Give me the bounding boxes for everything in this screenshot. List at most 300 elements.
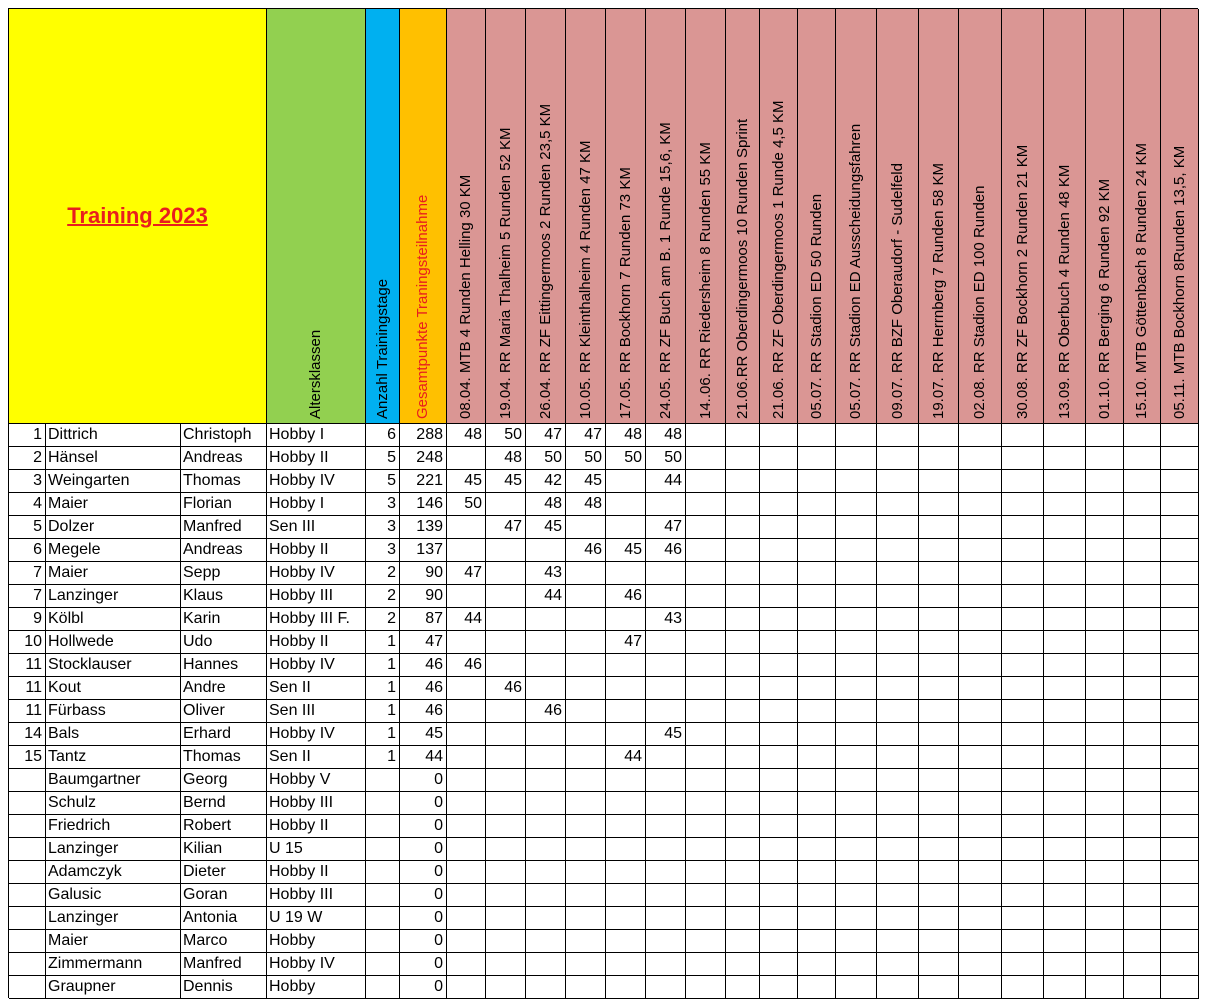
- cell-score: [1161, 585, 1199, 608]
- cell-score: [686, 861, 726, 884]
- cell-score: [566, 608, 606, 631]
- cell-score: [1086, 792, 1124, 815]
- cell-score: [526, 930, 566, 953]
- cell-name: Bals: [46, 723, 181, 746]
- cell-score: [1044, 769, 1086, 792]
- cell-name: Dolzer: [46, 516, 181, 539]
- anzahl-trainingstage-header-label: Anzahl Trainingstage: [373, 278, 391, 419]
- cell-score: [1002, 746, 1044, 769]
- cell-rank: [9, 815, 46, 838]
- cell-first: Manfred: [181, 953, 267, 976]
- cell-score: [646, 631, 686, 654]
- cell-score: [646, 907, 686, 930]
- cell-score: [1002, 447, 1044, 470]
- cell-score: [798, 746, 836, 769]
- cell-score: [726, 723, 760, 746]
- cell-score: [919, 539, 959, 562]
- cell-score: [606, 907, 646, 930]
- cell-score: [760, 424, 798, 447]
- cell-score: [1086, 539, 1124, 562]
- cell-first: Dennis: [181, 976, 267, 999]
- cell-score: [836, 769, 877, 792]
- cell-score: [447, 585, 486, 608]
- cell-score: [606, 792, 646, 815]
- cell-score: [1044, 424, 1086, 447]
- cell-score: [959, 470, 1002, 493]
- cell-score: [606, 516, 646, 539]
- cell-score: [1124, 792, 1161, 815]
- cell-days: 1: [366, 654, 400, 677]
- cell-score: [726, 815, 760, 838]
- cell-score: [486, 631, 526, 654]
- cell-score: [1124, 447, 1161, 470]
- cell-score: [686, 930, 726, 953]
- cell-score: [1124, 907, 1161, 930]
- cell-score: [798, 493, 836, 516]
- cell-score: 45: [447, 470, 486, 493]
- cell-score: [726, 470, 760, 493]
- cell-score: [606, 654, 646, 677]
- cell-score: [1002, 769, 1044, 792]
- cell-days: [366, 815, 400, 838]
- cell-rank: 1: [9, 424, 46, 447]
- cell-score: [566, 516, 606, 539]
- cell-class: Hobby III: [267, 884, 366, 907]
- cell-score: [798, 838, 836, 861]
- cell-score: [1044, 447, 1086, 470]
- cell-score: [606, 562, 646, 585]
- cell-score: [1161, 976, 1199, 999]
- cell-score: [566, 723, 606, 746]
- cell-score: [919, 976, 959, 999]
- cell-score: [486, 562, 526, 585]
- cell-days: 3: [366, 493, 400, 516]
- cell-score: [526, 769, 566, 792]
- cell-score: [726, 769, 760, 792]
- cell-score: [686, 585, 726, 608]
- cell-name: Lanzinger: [46, 907, 181, 930]
- cell-total: 46: [400, 654, 447, 677]
- cell-score: [726, 976, 760, 999]
- cell-first: Erhard: [181, 723, 267, 746]
- cell-score: [726, 838, 760, 861]
- cell-score: [836, 608, 877, 631]
- cell-score: [877, 815, 919, 838]
- cell-score: 48: [646, 424, 686, 447]
- cell-score: [646, 884, 686, 907]
- cell-score: [877, 493, 919, 516]
- cell-score: [606, 493, 646, 516]
- cell-score: [1124, 884, 1161, 907]
- cell-score: [1002, 838, 1044, 861]
- cell-days: [366, 976, 400, 999]
- cell-score: [877, 861, 919, 884]
- cell-days: 2: [366, 608, 400, 631]
- cell-name: Friedrich: [46, 815, 181, 838]
- cell-score: [1086, 884, 1124, 907]
- cell-score: [1124, 700, 1161, 723]
- cell-score: [447, 861, 486, 884]
- cell-score: [959, 700, 1002, 723]
- cell-class: Hobby I: [267, 424, 366, 447]
- cell-score: [1161, 493, 1199, 516]
- cell-score: [1086, 493, 1124, 516]
- cell-score: [919, 815, 959, 838]
- cell-name: Schulz: [46, 792, 181, 815]
- cell-score: [1002, 608, 1044, 631]
- cell-score: 48: [486, 447, 526, 470]
- cell-score: [836, 516, 877, 539]
- cell-rank: 11: [9, 700, 46, 723]
- cell-score: [566, 907, 606, 930]
- cell-score: [486, 930, 526, 953]
- cell-score: 47: [606, 631, 646, 654]
- cell-score: [566, 884, 606, 907]
- cell-score: [760, 677, 798, 700]
- cell-score: [1086, 677, 1124, 700]
- cell-class: Sen II: [267, 677, 366, 700]
- cell-score: [836, 424, 877, 447]
- cell-score: [646, 792, 686, 815]
- cell-days: [366, 838, 400, 861]
- cell-score: [486, 976, 526, 999]
- cell-score: [1161, 815, 1199, 838]
- cell-score: [919, 861, 959, 884]
- cell-rank: 6: [9, 539, 46, 562]
- cell-score: [686, 884, 726, 907]
- cell-first: Oliver: [181, 700, 267, 723]
- cell-score: [447, 953, 486, 976]
- cell-score: [877, 677, 919, 700]
- cell-score: [1086, 769, 1124, 792]
- event-10-header-label: 05.07. RR Stadion ED 50 Runden: [807, 193, 825, 419]
- gesamtpunkte-header-label: Gesamtpunkte Traningsteilnahme: [414, 194, 431, 419]
- cell-score: [566, 562, 606, 585]
- cell-score: [606, 976, 646, 999]
- cell-score: [798, 792, 836, 815]
- cell-name: Hänsel: [46, 447, 181, 470]
- cell-rank: [9, 884, 46, 907]
- cell-score: [877, 608, 919, 631]
- cell-score: [919, 562, 959, 585]
- cell-name: Kout: [46, 677, 181, 700]
- cell-first: Dieter: [181, 861, 267, 884]
- cell-score: [1124, 769, 1161, 792]
- cell-score: [566, 792, 606, 815]
- cell-score: [646, 493, 686, 516]
- altersklassen-header: [267, 9, 366, 424]
- cell-score: [447, 769, 486, 792]
- cell-score: [798, 631, 836, 654]
- event-10-header: [798, 9, 836, 424]
- cell-score: [526, 631, 566, 654]
- cell-score: [1124, 723, 1161, 746]
- cell-score: 48: [566, 493, 606, 516]
- cell-score: [566, 654, 606, 677]
- cell-score: 48: [606, 424, 646, 447]
- cell-score: [526, 654, 566, 677]
- cell-score: [1161, 884, 1199, 907]
- cell-score: [1044, 838, 1086, 861]
- cell-days: 3: [366, 539, 400, 562]
- event-19-header: [1161, 9, 1199, 424]
- cell-score: [798, 861, 836, 884]
- cell-score: [836, 677, 877, 700]
- cell-class: Hobby III F.: [267, 608, 366, 631]
- cell-score: [877, 746, 919, 769]
- cell-score: [686, 792, 726, 815]
- cell-score: 43: [526, 562, 566, 585]
- cell-class: Hobby III: [267, 585, 366, 608]
- cell-score: [486, 700, 526, 723]
- cell-class: Sen III: [267, 516, 366, 539]
- cell-score: [526, 976, 566, 999]
- cell-score: [877, 930, 919, 953]
- gesamtpunkte-header: [400, 9, 447, 424]
- event-8-header-label: 21.06.RR Oberdingermoos 10 Runden Sprint: [733, 118, 751, 419]
- cell-score: [959, 539, 1002, 562]
- cell-score: [959, 953, 1002, 976]
- cell-score: [1124, 976, 1161, 999]
- cell-score: [646, 585, 686, 608]
- cell-score: [726, 608, 760, 631]
- cell-days: 1: [366, 677, 400, 700]
- cell-score: [798, 608, 836, 631]
- cell-score: [686, 723, 726, 746]
- cell-score: [1086, 861, 1124, 884]
- cell-score: [1044, 493, 1086, 516]
- cell-score: [798, 700, 836, 723]
- cell-name: Graupner: [46, 976, 181, 999]
- cell-total: 47: [400, 631, 447, 654]
- cell-score: [760, 769, 798, 792]
- cell-score: [836, 654, 877, 677]
- cell-score: [919, 953, 959, 976]
- cell-days: [366, 861, 400, 884]
- cell-score: [447, 815, 486, 838]
- page-title: Training 2023: [67, 203, 208, 228]
- cell-score: [877, 470, 919, 493]
- cell-score: [686, 631, 726, 654]
- cell-rank: 15: [9, 746, 46, 769]
- cell-score: [798, 677, 836, 700]
- cell-score: [798, 769, 836, 792]
- cell-score: [919, 677, 959, 700]
- cell-score: [486, 838, 526, 861]
- cell-first: Andreas: [181, 447, 267, 470]
- cell-score: [919, 470, 959, 493]
- cell-score: [1124, 861, 1161, 884]
- cell-score: [919, 884, 959, 907]
- cell-class: Hobby: [267, 976, 366, 999]
- cell-score: [760, 539, 798, 562]
- cell-score: [877, 585, 919, 608]
- cell-score: [1086, 631, 1124, 654]
- cell-total: 139: [400, 516, 447, 539]
- cell-first: Robert: [181, 815, 267, 838]
- cell-score: [606, 884, 646, 907]
- cell-name: Stocklauser: [46, 654, 181, 677]
- page-title-wrap: [9, 9, 266, 423]
- cell-rank: [9, 838, 46, 861]
- cell-score: [447, 631, 486, 654]
- cell-total: 248: [400, 447, 447, 470]
- cell-score: [760, 976, 798, 999]
- cell-first: Kilian: [181, 838, 267, 861]
- cell-rank: [9, 976, 46, 999]
- cell-score: [760, 562, 798, 585]
- cell-rank: [9, 861, 46, 884]
- cell-score: [1002, 700, 1044, 723]
- cell-score: [1002, 562, 1044, 585]
- cell-score: [486, 585, 526, 608]
- cell-score: [1086, 838, 1124, 861]
- cell-score: [959, 930, 1002, 953]
- cell-score: [486, 493, 526, 516]
- cell-name: Maier: [46, 562, 181, 585]
- cell-score: [919, 930, 959, 953]
- cell-score: [798, 470, 836, 493]
- cell-score: 46: [447, 654, 486, 677]
- cell-score: [1086, 700, 1124, 723]
- cell-days: 3: [366, 516, 400, 539]
- cell-score: [1086, 907, 1124, 930]
- cell-score: [1044, 930, 1086, 953]
- cell-score: [877, 539, 919, 562]
- cell-rank: [9, 907, 46, 930]
- cell-score: [1161, 516, 1199, 539]
- cell-score: [726, 700, 760, 723]
- cell-score: 44: [526, 585, 566, 608]
- cell-score: [566, 769, 606, 792]
- cell-score: 47: [646, 516, 686, 539]
- cell-score: [686, 700, 726, 723]
- cell-score: [686, 539, 726, 562]
- cell-class: Hobby IV: [267, 654, 366, 677]
- cell-score: [1002, 539, 1044, 562]
- cell-score: [686, 493, 726, 516]
- cell-score: [447, 723, 486, 746]
- cell-name: Adamczyk: [46, 861, 181, 884]
- cell-score: [526, 677, 566, 700]
- cell-score: [1124, 631, 1161, 654]
- event-15-header: [1002, 9, 1044, 424]
- cell-score: [798, 562, 836, 585]
- cell-days: 1: [366, 746, 400, 769]
- cell-name: Megele: [46, 539, 181, 562]
- cell-score: [606, 677, 646, 700]
- cell-score: [486, 953, 526, 976]
- event-17-header-label: 01.10. RR Berging 6 Runden 92 KM: [1095, 178, 1113, 419]
- cell-total: 0: [400, 907, 447, 930]
- cell-name: Baumgartner: [46, 769, 181, 792]
- cell-score: 45: [646, 723, 686, 746]
- cell-score: 50: [447, 493, 486, 516]
- cell-score: [919, 608, 959, 631]
- cell-score: [836, 884, 877, 907]
- cell-days: 5: [366, 470, 400, 493]
- cell-score: [566, 677, 606, 700]
- cell-score: [726, 585, 760, 608]
- cell-score: [1002, 861, 1044, 884]
- cell-score: 47: [566, 424, 606, 447]
- cell-days: [366, 930, 400, 953]
- cell-score: [686, 769, 726, 792]
- event-3-header: [526, 9, 566, 424]
- cell-score: [646, 838, 686, 861]
- cell-total: 46: [400, 677, 447, 700]
- cell-score: [919, 654, 959, 677]
- cell-total: 221: [400, 470, 447, 493]
- cell-score: [606, 815, 646, 838]
- event-2-header: [486, 9, 526, 424]
- cell-score: [1002, 631, 1044, 654]
- cell-score: [836, 930, 877, 953]
- cell-total: 87: [400, 608, 447, 631]
- cell-score: [1161, 654, 1199, 677]
- cell-score: [1124, 654, 1161, 677]
- cell-score: [1002, 516, 1044, 539]
- cell-score: [1086, 815, 1124, 838]
- cell-score: [919, 723, 959, 746]
- event-1-header: [447, 9, 486, 424]
- cell-score: [726, 861, 760, 884]
- cell-total: 0: [400, 884, 447, 907]
- cell-score: [1086, 953, 1124, 976]
- anzahl-trainingstage-header: [366, 9, 400, 424]
- cell-score: [798, 723, 836, 746]
- cell-score: 47: [486, 516, 526, 539]
- cell-class: Hobby IV: [267, 953, 366, 976]
- cell-score: [959, 723, 1002, 746]
- cell-score: [760, 516, 798, 539]
- cell-score: [877, 562, 919, 585]
- cell-score: [1161, 700, 1199, 723]
- cell-score: [877, 907, 919, 930]
- cell-class: Hobby IV: [267, 723, 366, 746]
- event-9-header: [760, 9, 798, 424]
- cell-first: Christoph: [181, 424, 267, 447]
- cell-name: Kölbl: [46, 608, 181, 631]
- cell-score: [1002, 792, 1044, 815]
- cell-score: [566, 861, 606, 884]
- cell-score: [959, 585, 1002, 608]
- cell-score: [836, 700, 877, 723]
- cell-score: [836, 470, 877, 493]
- cell-score: [877, 631, 919, 654]
- cell-score: [726, 424, 760, 447]
- cell-score: [726, 562, 760, 585]
- cell-score: [959, 884, 1002, 907]
- cell-days: 1: [366, 723, 400, 746]
- cell-score: [447, 516, 486, 539]
- cell-score: [447, 838, 486, 861]
- cell-score: [836, 976, 877, 999]
- cell-score: [760, 700, 798, 723]
- cell-score: [1002, 493, 1044, 516]
- event-6-header: [646, 9, 686, 424]
- cell-score: [526, 723, 566, 746]
- cell-score: [760, 838, 798, 861]
- cell-score: 45: [606, 539, 646, 562]
- event-7-header: [686, 9, 726, 424]
- event-12-header: [877, 9, 919, 424]
- cell-score: [798, 884, 836, 907]
- cell-total: 46: [400, 700, 447, 723]
- cell-score: [726, 677, 760, 700]
- event-14-header-label: 02.08. RR Stadion ED 100 Runden: [971, 185, 988, 419]
- cell-name: Weingarten: [46, 470, 181, 493]
